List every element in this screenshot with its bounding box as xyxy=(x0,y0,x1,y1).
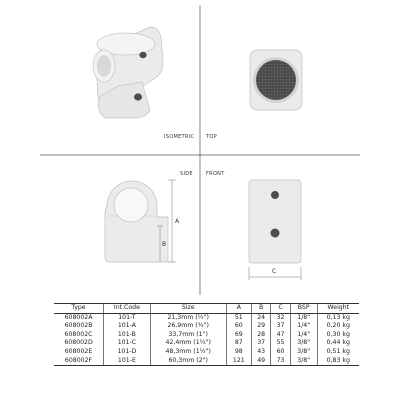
table-cell: 101-E xyxy=(104,357,151,366)
table-cell: 73 xyxy=(271,357,290,366)
table-row xyxy=(54,348,359,357)
table-cell: 69 xyxy=(226,331,251,340)
front-view xyxy=(249,180,301,280)
table-cell: 49 xyxy=(251,357,270,366)
table-cell: 101-C xyxy=(104,339,151,348)
table-cell: 60 xyxy=(271,348,290,357)
table-cell: 32 xyxy=(271,313,290,322)
isometric-view xyxy=(93,27,163,118)
table-cell: 43 xyxy=(251,348,270,357)
table-cell: 24 xyxy=(251,313,270,322)
view-label-isometric: ISOMETRIC xyxy=(164,134,195,140)
table-cell: 0,20 kg xyxy=(317,322,359,331)
column-header: B xyxy=(251,304,270,314)
table-cell: 121 xyxy=(226,357,251,366)
table-cell: 28 xyxy=(251,331,270,340)
table-cell: 608002C xyxy=(64,330,93,338)
table-cell: 608002D xyxy=(64,339,93,347)
table-row xyxy=(54,331,359,340)
table-cell: 608002A xyxy=(64,313,93,321)
column-header: A xyxy=(226,304,251,314)
side-view xyxy=(105,180,176,262)
table-cell: 33,7mm (1") xyxy=(150,331,226,340)
table-cell: 608002E xyxy=(64,347,93,355)
column-header: C xyxy=(271,304,290,314)
table-cell: 1/4" xyxy=(290,331,317,340)
table-cell: 101-T xyxy=(104,313,151,322)
table-cell: 0,30 kg xyxy=(317,331,359,340)
table-cell: 101-A xyxy=(104,322,151,331)
table-cell: 47 xyxy=(271,331,290,340)
column-header: Size xyxy=(150,304,226,314)
column-header: Type xyxy=(54,304,104,314)
table-cell: 48,3mm (1½") xyxy=(150,348,226,357)
view-label-top: TOP xyxy=(206,134,217,140)
dimension-c-label: C xyxy=(272,268,277,275)
specification-table xyxy=(54,303,359,366)
table-cell: 3/8" xyxy=(290,357,317,366)
table-cell: 42,4mm (1¼") xyxy=(150,339,226,348)
screw-hole-icon xyxy=(139,52,146,58)
screw-hole-icon xyxy=(271,191,279,199)
table-cell: 101-B xyxy=(104,331,151,340)
view-label-front: FRONT xyxy=(206,171,225,177)
table-cell: 21,3mm (½") xyxy=(150,313,226,322)
table-row xyxy=(54,357,359,366)
top-view xyxy=(250,50,302,110)
table-cell: 101-D xyxy=(104,348,151,357)
table-cell: 608002B xyxy=(64,322,93,330)
table-cell: 0,51 kg xyxy=(317,348,359,357)
table-cell: 55 xyxy=(271,339,290,348)
table-cell: 0,13 kg xyxy=(317,313,359,322)
dimension-a-label: A xyxy=(175,218,180,225)
table-cell: 1/4" xyxy=(290,322,317,331)
table-cell: 3/8" xyxy=(290,339,317,348)
table-cell: 26,9mm (¾") xyxy=(150,322,226,331)
table-row xyxy=(54,313,359,322)
table-cell: 37 xyxy=(271,322,290,331)
table-cell: 87 xyxy=(226,339,251,348)
dimension-b-label: B xyxy=(162,241,167,248)
table-cell: 1/8" xyxy=(290,313,317,322)
table-cell: 37 xyxy=(251,339,270,348)
column-header: BSP xyxy=(290,304,317,314)
table-cell: 60,3mm (2") xyxy=(150,357,226,366)
table-cell: 51 xyxy=(226,313,251,322)
table-cell: 98 xyxy=(226,348,251,357)
table-row xyxy=(54,339,359,348)
column-header: Int.Code xyxy=(104,304,151,314)
table-cell: 29 xyxy=(251,322,270,331)
table-cell: 3/8" xyxy=(290,348,317,357)
table-cell: 60 xyxy=(226,322,251,331)
screw-hole-icon xyxy=(134,93,142,100)
table-cell: 0,44 kg xyxy=(317,339,359,348)
column-header: Weight xyxy=(317,304,359,314)
table-cell: 0,83 kg xyxy=(317,357,359,366)
table-header-row xyxy=(54,304,359,314)
view-label-side: SIDE xyxy=(180,171,193,177)
table-row xyxy=(54,322,359,331)
table-cell: 608002F xyxy=(54,357,104,366)
screw-hole-icon xyxy=(271,229,280,238)
